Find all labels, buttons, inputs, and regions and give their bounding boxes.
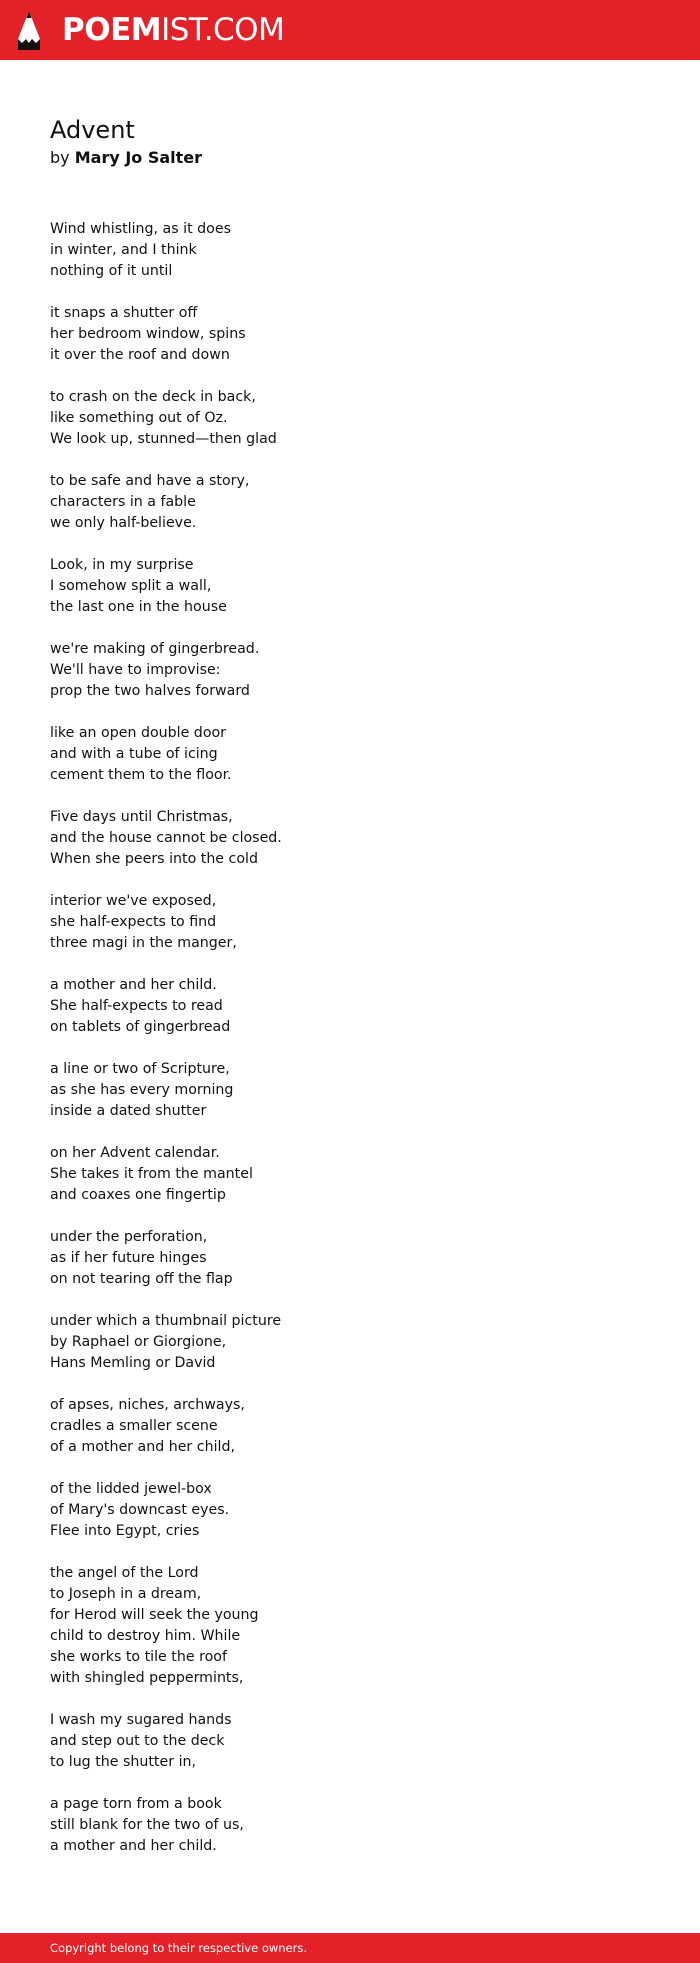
stanza xyxy=(50,1794,670,1857)
poem-line: the angel of the Lord xyxy=(50,1565,199,1581)
logo-text-light: IST.COM xyxy=(161,12,285,48)
poem-line: I wash my sugared hands xyxy=(50,1712,232,1728)
poem-line: as she has every morning xyxy=(50,1082,234,1098)
poem-line: like something out of Oz. xyxy=(50,410,228,426)
poem-line: to crash on the deck in back, xyxy=(50,389,256,405)
poem-line: for Herod will seek the young xyxy=(50,1607,259,1623)
stanza xyxy=(50,1059,670,1122)
poem-line: I somehow split a wall, xyxy=(50,578,212,594)
poem-line: We'll have to improvise: xyxy=(50,662,221,678)
stanza xyxy=(50,1710,670,1773)
poem-line: her bedroom window, spins xyxy=(50,326,246,342)
poem-line: She takes it from the mantel xyxy=(50,1166,253,1182)
poem-line: We look up, stunned—then glad xyxy=(50,431,277,447)
poem-line: inside a dated shutter xyxy=(50,1103,207,1119)
poem-line: on not tearing off the flap xyxy=(50,1271,233,1287)
poem-line: by Raphael or Giorgione, xyxy=(50,1334,227,1350)
copyright-text: Copyright belong to their respective owners. xyxy=(50,1941,308,1955)
by-label: by xyxy=(50,148,70,167)
poem-line: cradles a smaller scene xyxy=(50,1418,218,1434)
poem-line: interior we've exposed, xyxy=(50,893,217,909)
poem-line: prop the two halves forward xyxy=(50,683,250,699)
poem-line: under the perforation, xyxy=(50,1229,208,1245)
poem-line: Five days until Christmas, xyxy=(50,809,233,825)
pencil-tip-icon[interactable] xyxy=(16,9,42,51)
poem-line: three magi in the manger, xyxy=(50,935,237,951)
poem-line: of Mary's downcast eyes. xyxy=(50,1502,230,1518)
stanza xyxy=(50,303,670,366)
poem-line: and step out to the deck xyxy=(50,1733,225,1749)
stanza xyxy=(50,723,670,786)
byline xyxy=(50,146,202,170)
stanza xyxy=(50,387,670,450)
poem-line: Flee into Egypt, cries xyxy=(50,1523,200,1539)
poem-line: When she peers into the cold xyxy=(50,851,258,867)
author-name: Mary Jo Salter xyxy=(74,148,203,167)
poem-line: under which a thumbnail picture xyxy=(50,1313,282,1329)
poem-line: as if her future hinges xyxy=(50,1250,207,1266)
poem-line: of a mother and her child, xyxy=(50,1439,235,1455)
poem-line: it snaps a shutter off xyxy=(50,305,198,321)
poem-line: a line or two of Scripture, xyxy=(50,1061,230,1077)
poem-line: a mother and her child. xyxy=(50,977,217,993)
poem-line: and with a tube of icing xyxy=(50,746,218,762)
poem-line: on tablets of gingerbread xyxy=(50,1019,231,1035)
stanza xyxy=(50,1143,670,1206)
poem-line: She half-expects to read xyxy=(50,998,223,1014)
poem-line: and the house cannot be closed. xyxy=(50,830,282,846)
poem-line: Wind whistling, as it does xyxy=(50,221,231,237)
poem-line: nothing of it until xyxy=(50,263,173,279)
stanza xyxy=(50,471,670,534)
poem-line: with shingled peppermints, xyxy=(50,1670,244,1686)
stanza xyxy=(50,1395,670,1458)
poem-line: and coaxes one fingertip xyxy=(50,1187,226,1203)
poem-line: the last one in the house xyxy=(50,599,227,615)
poem-line: we only half-believe. xyxy=(50,515,197,531)
stanza xyxy=(50,1479,670,1542)
poem-line: a mother and her child. xyxy=(50,1838,217,1854)
poem-line: to Joseph in a dream, xyxy=(50,1586,202,1602)
poem-line: a page torn from a book xyxy=(50,1796,222,1812)
poem-line: still blank for the two of us, xyxy=(50,1817,244,1833)
poem-line: it over the roof and down xyxy=(50,347,230,363)
stanza xyxy=(50,975,670,1038)
stanza xyxy=(50,639,670,702)
stanza xyxy=(50,1227,670,1290)
site-header xyxy=(0,0,700,60)
poem-line: to lug the shutter in, xyxy=(50,1754,197,1770)
poem-line: Hans Memling or David xyxy=(50,1355,216,1371)
poem-line: in winter, and I think xyxy=(50,242,197,258)
logo-text-bold: POEM xyxy=(62,12,162,48)
site-footer xyxy=(0,1933,700,1963)
stanza xyxy=(50,807,670,870)
poem-line: child to destroy him. While xyxy=(50,1628,241,1644)
site-logo[interactable] xyxy=(62,10,284,50)
poem-body xyxy=(50,219,670,1878)
poem-line: she works to tile the roof xyxy=(50,1649,227,1665)
poem-line: on her Advent calendar. xyxy=(50,1145,220,1161)
stanza xyxy=(50,555,670,618)
poem-title: Advent xyxy=(50,116,135,144)
stanza xyxy=(50,1311,670,1374)
poem-line: to be safe and have a story, xyxy=(50,473,250,489)
poem-line: characters in a fable xyxy=(50,494,196,510)
poem-line: she half-expects to find xyxy=(50,914,217,930)
poem-line: we're making of gingerbread. xyxy=(50,641,260,657)
poem-line: of apses, niches, archways, xyxy=(50,1397,245,1413)
poem-line: Look, in my surprise xyxy=(50,557,194,573)
poem-line: like an open double door xyxy=(50,725,227,741)
stanza xyxy=(50,219,670,282)
poem-line: cement them to the floor. xyxy=(50,767,232,783)
stanza xyxy=(50,1563,670,1689)
stanza xyxy=(50,891,670,954)
poem-line: of the lidded jewel-box xyxy=(50,1481,212,1497)
